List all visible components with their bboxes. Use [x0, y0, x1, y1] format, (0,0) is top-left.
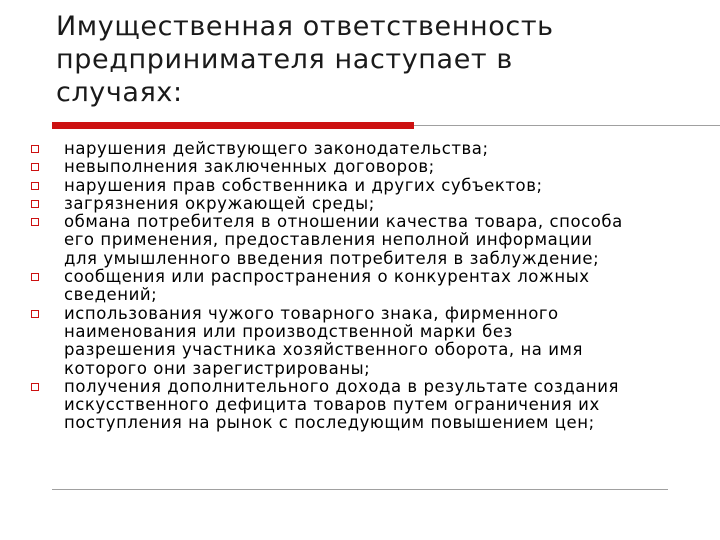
item-text: обмана потребителя в отношении качества товара, способа [64, 212, 623, 232]
list-item [0, 195, 720, 213]
slide-title [56, 10, 676, 109]
item-text: нарушения действующего законодательства; [64, 139, 489, 158]
item-text: нарушения прав собственника и других субъектов; [64, 175, 543, 195]
list-item [0, 213, 720, 268]
list-item [0, 268, 720, 305]
bottom-rule [52, 489, 668, 490]
item-text: получения дополнительного дохода в результате создания [64, 376, 620, 396]
item-text: искусственного дефицита товаров путем ограничения их [64, 395, 600, 415]
list-item [0, 158, 720, 176]
item-text: невыполнения заключенных договоров; [64, 157, 435, 177]
hollow-square-icon [31, 218, 39, 226]
item-text: наименования или производственной марки без [64, 321, 513, 341]
item-text: его применения, предоставления неполной информации [64, 230, 593, 250]
hollow-square-icon [31, 383, 39, 391]
item-text: разрешения участника хозяйственного оборота, на имя [64, 340, 584, 360]
item-text: сведений; [64, 285, 158, 305]
hollow-square-icon [31, 182, 39, 190]
item-text: сообщения или распространения о конкурентах ложных [64, 267, 590, 287]
item-text: использования чужого товарного знака, фирменного [64, 303, 559, 323]
title-line: Имущественная ответственность [56, 11, 554, 42]
title-line: предпринимателя наступает в [56, 44, 513, 75]
item-text: которого они зарегистрированы; [64, 358, 371, 378]
list-item [0, 378, 720, 433]
hollow-square-icon [31, 310, 39, 318]
hollow-square-icon [31, 273, 39, 281]
list-item [0, 140, 720, 158]
title-line: случаях: [56, 77, 183, 108]
divider-accent-bar [52, 122, 414, 129]
item-text: для умышленного введения потребителя в заблуждение; [64, 248, 600, 268]
divider-thin-line [414, 125, 720, 126]
list-item [0, 305, 720, 378]
bullet-list [0, 140, 720, 433]
hollow-square-icon [31, 200, 39, 208]
item-text: загрязнения окружающей среды; [64, 193, 375, 213]
hollow-square-icon [31, 145, 39, 153]
title-divider [52, 122, 672, 129]
list-item [0, 177, 720, 195]
item-text: поступления на рынок с последующим повышением цен; [64, 413, 595, 433]
hollow-square-icon [31, 163, 39, 171]
